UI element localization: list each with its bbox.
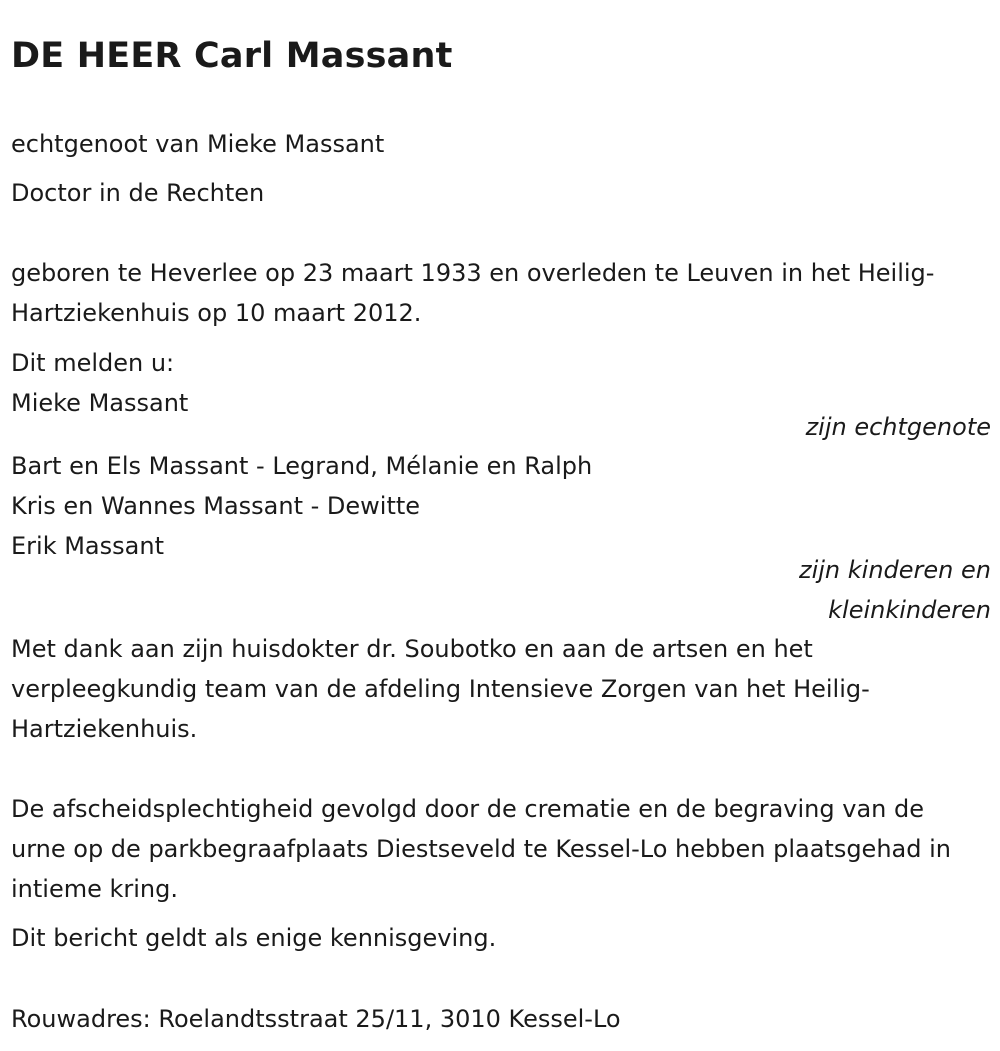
spouse-of-line: echtgenoot van Mieke Massant [11,130,385,158]
child-line-2: Kris en Wannes Massant - Dewitte [11,492,421,520]
notice-line: Dit bericht geldt als enige kennisgeving. [11,924,497,952]
children-relation-line-1: zijn kinderen en [799,556,991,584]
spouse-name: Mieke Massant [11,389,189,417]
child-line-3: Erik Massant [11,532,164,560]
deceased-name-title: DE HEER Carl Massant [11,36,453,76]
profession-line: Doctor in de Rechten [11,179,265,207]
birth-death-paragraph: geboren te Heverlee op 23 maart 1933 en overleden te Leuven in het Heilig-Hartziekenhuis op 10 maart 2012. [11,259,935,327]
child-line-1: Bart en Els Massant - Legrand, Mélanie en Ralph [11,452,593,480]
announce-intro: Dit melden u: [11,349,175,377]
mourning-address: Rouwadres: Roelandtsstraat 25/11, 3010 Kessel-Lo [11,1005,621,1033]
spouse-relation: zijn echtgenote [805,413,991,441]
thanks-paragraph: Met dank aan zijn huisdokter dr. Soubotko en aan de artsen en het verpleegkundig team van de afdeling Intensieve Zorgen van het Heilig-Hartziekenhuis. [11,635,870,743]
ceremony-paragraph: De afscheidsplechtigheid gevolgd door de crematie en de begraving van de urne op de parkbegraafplaats Diestseveld te Kessel-Lo hebben plaatsgehad in intieme kring. [11,795,951,903]
children-relation-line-2: kleinkinderen [828,596,991,624]
